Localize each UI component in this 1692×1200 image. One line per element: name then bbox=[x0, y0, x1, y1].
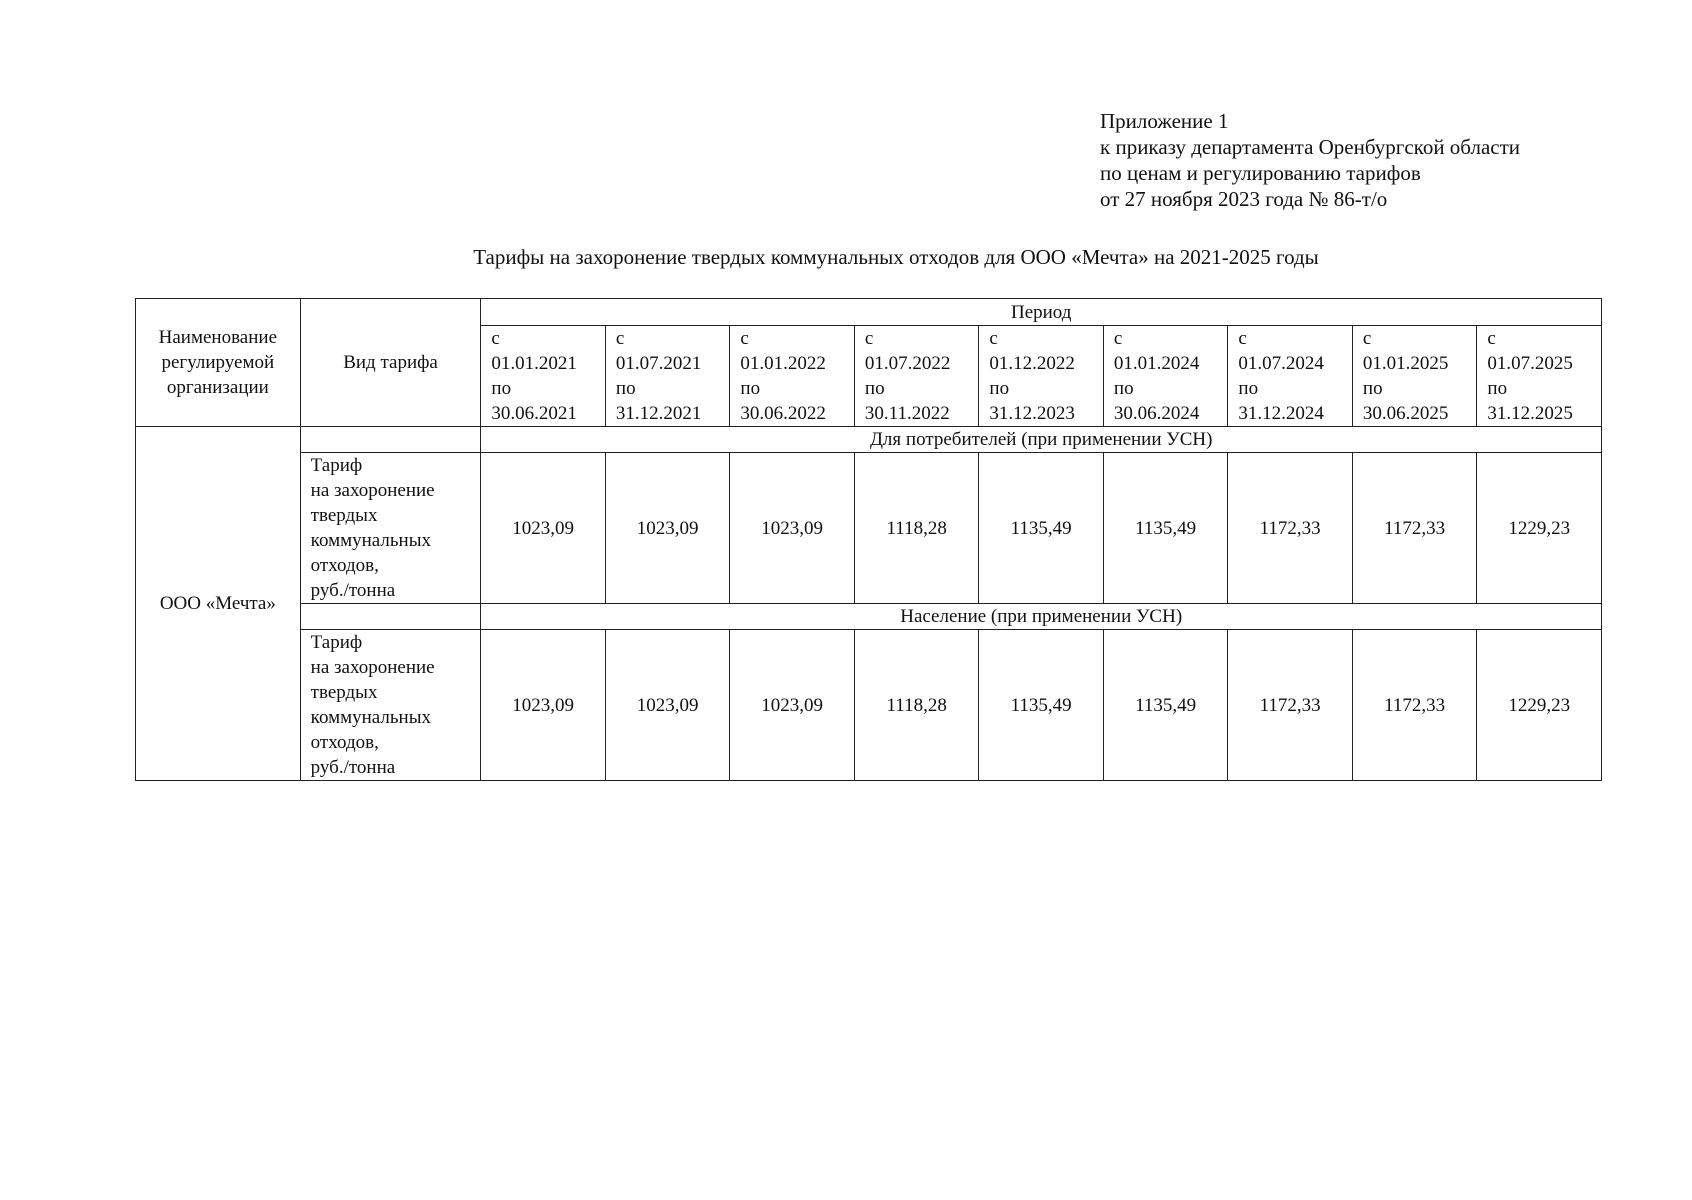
period-to-label: по bbox=[740, 378, 761, 399]
table-row bbox=[136, 630, 1602, 781]
table-row bbox=[136, 453, 1602, 604]
period-from-label: с bbox=[864, 328, 874, 349]
tariff-value: 1118,28 bbox=[854, 630, 979, 781]
period-from-label: с bbox=[615, 328, 625, 349]
period-to: 31.12.2024 bbox=[1238, 403, 1324, 424]
tariff-value: 1172,33 bbox=[1228, 453, 1353, 604]
period-from-label: с bbox=[1487, 328, 1496, 349]
period-to-label: по bbox=[864, 378, 885, 399]
period-from: 01.01.2025 bbox=[1362, 353, 1449, 374]
period-to: 30.06.2022 bbox=[740, 403, 826, 424]
tariff-type-line: руб./тонна bbox=[310, 580, 396, 601]
period-to: 30.06.2025 bbox=[1362, 403, 1449, 424]
period-to: 31.12.2021 bbox=[615, 403, 702, 424]
header-row-period bbox=[136, 299, 1602, 326]
tariff-value: 1135,49 bbox=[1103, 630, 1228, 781]
period-from-label: с bbox=[491, 328, 500, 349]
period-to-label: по bbox=[615, 378, 636, 399]
tariff-type-line: твердых bbox=[310, 505, 378, 526]
tariff-type-cell bbox=[300, 453, 481, 604]
period-to: 31.12.2023 bbox=[989, 403, 1075, 424]
period-from: 01.01.2021 bbox=[491, 353, 577, 374]
period-to-label: по bbox=[491, 378, 512, 399]
tariff-type-line: на захоронение bbox=[310, 657, 435, 678]
period-column-header bbox=[1477, 326, 1602, 427]
period-to: 30.06.2024 bbox=[1113, 403, 1200, 424]
period-column-header bbox=[1352, 326, 1477, 427]
group-label: Для потребителей (при применении УСН) bbox=[481, 427, 1602, 453]
appendix-line: к приказу департамента Оренбургской области bbox=[1100, 135, 1520, 159]
org-column-header: Наименование регулируемой организации bbox=[136, 299, 301, 427]
period-from: 01.07.2025 bbox=[1487, 353, 1573, 374]
tariff-type-line: твердых bbox=[310, 682, 378, 703]
empty-cell bbox=[300, 604, 481, 630]
group-label: Население (при применении УСН) bbox=[481, 604, 1602, 630]
tariff-value: 1172,33 bbox=[1228, 630, 1353, 781]
period-to: 30.11.2022 bbox=[864, 403, 950, 424]
period-column-header bbox=[979, 326, 1104, 427]
period-from: 01.12.2022 bbox=[989, 353, 1075, 374]
tariff-type-line: отходов, bbox=[310, 732, 379, 753]
type-column-header: Вид тарифа bbox=[300, 299, 481, 427]
period-from: 01.01.2022 bbox=[740, 353, 826, 374]
tariff-type-line: коммунальных bbox=[310, 707, 431, 728]
tariff-type-line: руб./тонна bbox=[310, 757, 396, 778]
group-row bbox=[136, 427, 1602, 453]
tariff-value: 1023,09 bbox=[481, 453, 606, 604]
period-column-header bbox=[730, 326, 855, 427]
period-from: 01.07.2021 bbox=[615, 353, 702, 374]
organization-name: ООО «Мечта» bbox=[136, 427, 301, 781]
appendix-line: от 27 ноября 2023 года № 86-т/о bbox=[1100, 187, 1388, 211]
period-from-label: с bbox=[1362, 328, 1372, 349]
tariff-value: 1172,33 bbox=[1352, 630, 1477, 781]
period-column-header bbox=[481, 326, 606, 427]
period-from-label: с bbox=[1238, 328, 1247, 349]
period-to: 31.12.2025 bbox=[1487, 403, 1573, 424]
period-from: 01.07.2024 bbox=[1238, 353, 1324, 374]
tariff-value: 1118,28 bbox=[854, 453, 979, 604]
tariff-type-line: коммунальных bbox=[310, 530, 431, 551]
tariff-value: 1023,09 bbox=[605, 453, 730, 604]
tariff-type-line: Тариф bbox=[310, 632, 363, 653]
tariff-table bbox=[135, 298, 1602, 781]
tariff-type-line: на захоронение bbox=[310, 480, 435, 501]
group-row bbox=[136, 604, 1602, 630]
appendix-line: по ценам и регулированию тарифов bbox=[1100, 161, 1421, 185]
period-column-header bbox=[854, 326, 979, 427]
tariff-value: 1229,23 bbox=[1477, 453, 1602, 604]
period-header: Период bbox=[481, 299, 1602, 326]
tariff-value: 1172,33 bbox=[1352, 453, 1477, 604]
period-from-label: с bbox=[740, 328, 749, 349]
tariff-value: 1023,09 bbox=[730, 630, 855, 781]
appendix-block bbox=[1100, 108, 1520, 212]
period-column-header bbox=[1228, 326, 1353, 427]
period-column-header bbox=[1103, 326, 1228, 427]
tariff-type-line: отходов, bbox=[310, 555, 379, 576]
period-to-label: по bbox=[1113, 378, 1134, 399]
tariff-value: 1135,49 bbox=[1103, 453, 1228, 604]
tariff-value: 1229,23 bbox=[1477, 630, 1602, 781]
period-to-label: по bbox=[989, 378, 1010, 399]
empty-cell bbox=[300, 427, 481, 453]
period-to-label: по bbox=[1238, 378, 1259, 399]
document-title: Тарифы на захоронение твердых коммунальных отходов для ООО «Мечта» на 2021-2025 годы bbox=[473, 245, 1319, 269]
tariff-value: 1023,09 bbox=[605, 630, 730, 781]
period-from: 01.07.2022 bbox=[864, 353, 951, 374]
tariff-type-cell bbox=[300, 630, 481, 781]
period-from-label: с bbox=[1113, 328, 1123, 349]
period-to-label: по bbox=[1362, 378, 1383, 399]
appendix-line: Приложение 1 bbox=[1100, 109, 1229, 133]
tariff-value: 1023,09 bbox=[730, 453, 855, 604]
tariff-value: 1135,49 bbox=[979, 453, 1104, 604]
period-to-label: по bbox=[1487, 378, 1508, 399]
period-column-header bbox=[605, 326, 730, 427]
tariff-type-line: Тариф bbox=[310, 455, 363, 476]
period-from: 01.01.2024 bbox=[1113, 353, 1200, 374]
period-from-label: с bbox=[989, 328, 998, 349]
period-to: 30.06.2021 bbox=[491, 403, 577, 424]
tariff-value: 1023,09 bbox=[481, 630, 606, 781]
tariff-value: 1135,49 bbox=[979, 630, 1104, 781]
